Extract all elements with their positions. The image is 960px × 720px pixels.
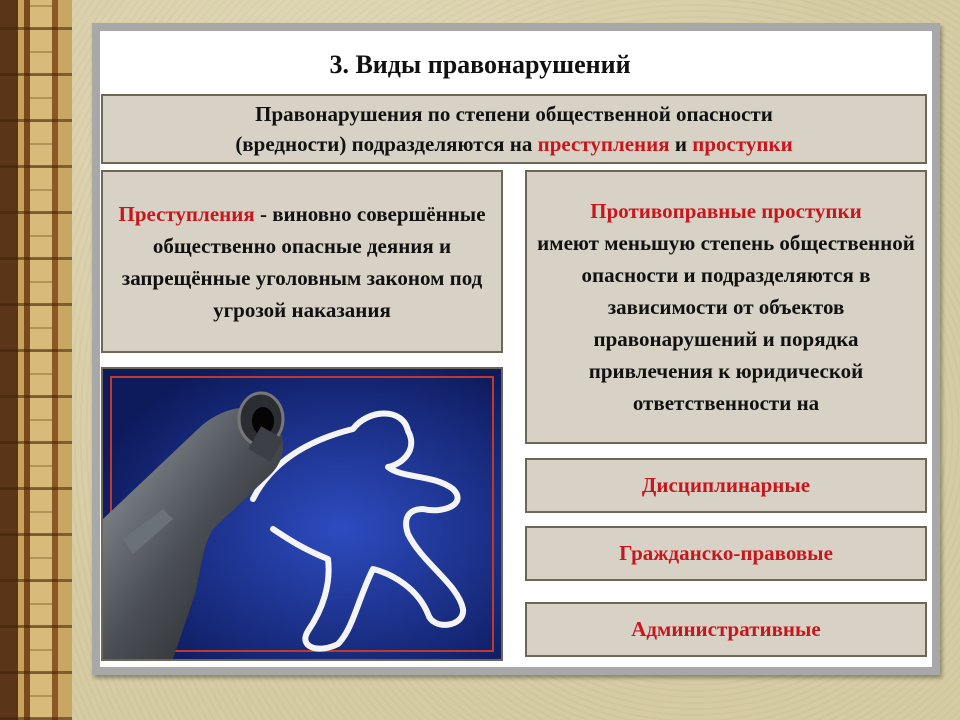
intro-line-2-prefix: (вредности) подразделяются на	[235, 132, 538, 156]
intro-line-2	[235, 129, 792, 159]
type-civil-law: Гражданско-правовые	[525, 526, 927, 581]
intro-term-crimes: преступления	[537, 132, 670, 156]
crimes-term: Преступления	[118, 201, 255, 226]
intro-text	[235, 99, 792, 159]
crimes-definition-box	[101, 170, 503, 353]
offenses-definition: имеют меньшую степень общественной опасности и подразделяются в зависимости от объектов правонарушений и порядка привлечения к юридической ответственности на	[537, 231, 915, 415]
slide-title: 3. Виды правонарушений	[329, 50, 631, 79]
intro-conj: и	[669, 132, 693, 156]
crimes-definition-text	[103, 198, 501, 326]
type-administrative: Административные	[525, 602, 927, 657]
type-disciplinary: Дисциплинарные	[525, 458, 927, 513]
offenses-definition-box	[525, 170, 927, 444]
intro-line-1: Правонарушения по степени общественной опасности	[255, 102, 773, 126]
intro-box	[101, 94, 927, 164]
crimes-definition: - виновно совершённые общественно опасные деяния и запрещённые уголовным законом под угрозой наказания	[121, 201, 486, 322]
decorative-left-strip	[0, 0, 72, 720]
gun-and-body-outline-picture	[103, 369, 501, 659]
intro-term-offenses: проступки	[692, 132, 793, 156]
offenses-definition-text	[527, 195, 925, 419]
offenses-term: Противоправные проступки	[590, 199, 862, 223]
crime-scene-image	[101, 367, 503, 661]
